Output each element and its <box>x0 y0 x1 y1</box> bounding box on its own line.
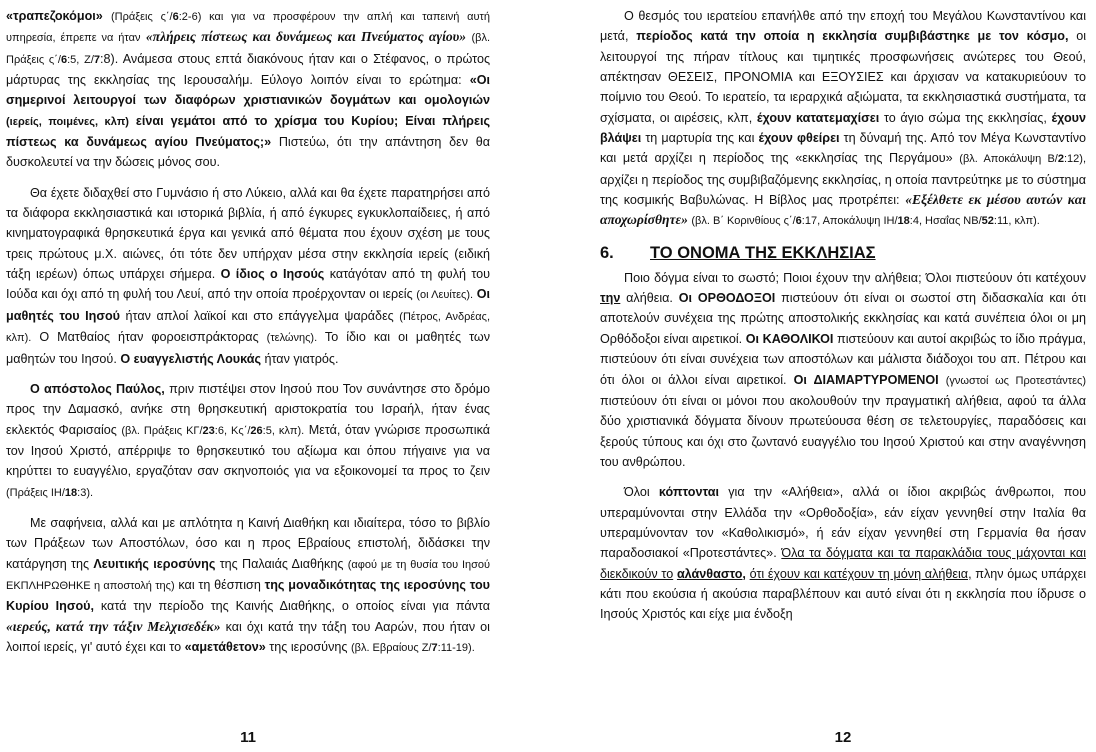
text-run: πιστεύουν ότι είναι οι σωστοί στη διδασκαλία και ότι αποτελούν συνέχεια της πρώτης αποστολικής εκκλησίας και κατά συνέπεια όλοι οι μη Ορθόδοξοι είναι αιρετικοί. <box>600 291 1087 346</box>
text-run: της ιεροσύνης <box>269 639 348 654</box>
reference: :5, Ζ/ <box>67 53 94 66</box>
reference: (Πράξεις ΙΗ/ <box>6 486 65 499</box>
text-run: Ποιο δόγμα είναι το σωστό; Ποιοι έχουν την αλήθεια; Όλοι πιστεύουν ότι κατέχουν <box>624 270 1086 285</box>
reference-chapter: 7 <box>431 641 438 654</box>
term-bold: Οι ΚΑΘΟΛΙΚΟΙ <box>745 331 834 346</box>
reference: (βλ. Β΄ Κορινθίους ς΄/ <box>691 215 796 228</box>
term-bold: Οι ΟΡΘΟΔΟΞΟΙ <box>678 291 776 306</box>
right-page <box>600 0 1086 752</box>
reference: (βλ. Πράξεις ς΄/ <box>6 32 491 66</box>
aside: (Πέτρος, Ανδρέας, κλπ). <box>6 310 491 345</box>
reference-chapter: 26 <box>250 424 263 437</box>
left-paragraph-2 <box>6 183 490 369</box>
text-run: αρχίζει η περίοδος της συμβιβαζόμενης εκκλησίας, η οποία παντρεύτηκε με το σύστημα της κοσμικής Βαβυλώνας. Η Βίβλος μας προτρέπει: <box>600 172 1086 208</box>
text-run: Πιστεύω, ότι την απάντηση δεν θα δυσκολευτεί να την δώσεις μόνος σου. <box>6 135 490 170</box>
text-run: κατά την περίοδο της Καινής Διαθήκης, ο οποίος είναι για πάντα <box>100 599 491 614</box>
text-run: Μετά, όταν γνώρισε προσωπικά τον Ιησού Χριστό, απέρριψε το θρησκευτικό του αξίωμα και όπου πήγαινε για να κηρύττει το ευαγγέλιο, εργαζόταν σαν σκηνοποιός για να εξοικονομεί τα προς το ζειν <box>6 422 491 479</box>
text-run: Θα έχετε διδαχθεί στο Γυμνάσιο ή στο Λύκειο, αλλά και θα έχετε παρατηρήσει από τα διάφορα εκκλησιαστικά και ιστορικά βιβλία, ή από έγκυρες εγκυκλοπαίδειες, ή από κινηματογραφικά θρησκευτικά έργα και γενικά από θέματα που έχουν σχέση με τους τρεις πρώτους μ.Χ. αιώνες, ότι τότε δεν υπήρχαν μέσα στην εκκλησία ιερείς (ειδική τάξη ιερέων) όπως υπάρχει σήμερα. <box>6 185 490 282</box>
reference-chapter: 18 <box>64 486 78 499</box>
reference: :3). <box>77 486 94 499</box>
left-page <box>6 0 490 752</box>
term-bold: Οι μαθητές του Ιησού <box>6 287 490 323</box>
text-run: τη δύναμή της. Από τον Μέγα Κωνσταντίνο και μετά αρχίζει η περίοδος της «εκκλησίας της Περγάμου» <box>600 131 1087 166</box>
term-bold: «τραπεζοκόμοι» <box>6 9 103 23</box>
reference: (βλ. Πράξεις ΚΓ/ <box>121 424 203 437</box>
section-number: 6. <box>600 243 614 262</box>
reference: :12), <box>1064 153 1087 166</box>
term-bold: «αμετάθετον» <box>184 639 266 654</box>
left-paragraph-4 <box>6 513 490 658</box>
text-run: πιστεύουν ότι είναι οι μόνοι που ακολουθούν την πραγματική αλήθεια, αφού τα άλλα δύο χριστιανικά δόγματα δίνουν πρωτεύουσα θέση σε τελετουργίες, παραδόσεις και ξερούς τύπους και όχι στο ζωντανό ευαγγέλιο του Ιησού Χριστού και στην αναγέννηση του ανθρώπου. <box>600 393 1086 469</box>
left-paragraph-1 <box>6 6 490 173</box>
page-number: 12 <box>834 729 852 746</box>
reference: :5, κλπ). <box>262 424 305 437</box>
text-run: κατάγόταν από τη φυλή του Ιούδα και όχι από τη φυλή του Λευί, από την οποία προέρχονταν οι ιερείς <box>6 267 491 302</box>
term-bold: έχουν βλάψει <box>600 110 1087 146</box>
term-bold: Λευιτικής ιεροσύνης <box>93 556 216 571</box>
text-run: ήταν απλοί λαϊκοί και στο επάγγελμα ψαράδες <box>125 308 394 323</box>
emphasis-underlined: την <box>600 291 621 306</box>
term-bold: Ο ευαγγελιστής Λουκάς <box>120 351 261 366</box>
term-bold: κόπτονται <box>658 485 719 500</box>
reference-chapter: 7 <box>93 53 101 66</box>
question-aside: (ιερείς, ποιμένες, κλπ) <box>6 115 129 128</box>
term-bold: Ο ίδιος ο Ιησούς <box>220 267 325 282</box>
left-page-text <box>6 6 490 658</box>
section-heading <box>600 242 1086 264</box>
quote-italic: «πλήρεις πίστεως και δυνάμεως και Πνεύματος αγίου» <box>145 29 467 45</box>
reference-chapter: 2 <box>1057 153 1064 166</box>
text-run: για την «Αλήθεια», αλλά οι ίδιοι ακριβώς άνθρωποι, που υπεραμύνονται στην Ελλάδα την «Ορθοδοξία», εάν είχαν γεννηθεί στην Ιταλία θα υπεραμύνονταν τον «Καθολικισμό», ή εάν είχαν γεννηθεί στη Γερμανία θα ήσαν παραδοσιακοί «Προτεστάντες». <box>600 485 1087 561</box>
reference: (βλ. Εβραίους Ζ/ <box>350 641 432 654</box>
text-run: τη μαρτυρία της και <box>645 131 755 146</box>
aside: (τελώνης). <box>266 332 318 345</box>
reference-chapter: 6 <box>795 215 802 228</box>
section-title: ΤΟ ΟΝΟΜΑ ΤΗΣ ΕΚΚΛΗΣΙΑΣ <box>650 243 876 262</box>
right-paragraph-3 <box>600 482 1086 624</box>
left-paragraph-3 <box>6 379 490 503</box>
text-run: πλην όμως υπάρχει κάτι που εκούσια ή ακούσια παραβλέπουν και αυτό είναι ότι η εκκλησία που ίδρυσε ο Ιησούς Χριστός και είχε μια ένδοξη <box>600 566 1087 622</box>
reference: (Πράξεις ς΄/ <box>111 11 173 23</box>
reference-chapter: 6 <box>60 53 68 66</box>
text-run: :8). Ανάμεσα στους επτά διακόνους ήταν και ο Στέφανος, ο πρώτος μάρτυρας της εκκλησίας της Ιερουσαλήμ. Εύλογο λοιπόν είναι το ερώτημα: <box>6 51 491 88</box>
question-bold: είναι γεμάτοι από το χρίσμα του Κυρίου; Είναι πλήρεις πίστεως κα δυνάμεως αγίου Πνεύματος;» <box>6 113 490 150</box>
term-bold: έχουν κατατεμαχίσει <box>756 110 880 125</box>
quote-italic: «Εξέλθετε εκ μέσου αυτών και αποχωρίσθητε» <box>600 192 1087 228</box>
page-number: 11 <box>240 729 256 746</box>
reference-chapter: 18 <box>897 215 910 228</box>
reference-chapter: 6 <box>172 11 179 23</box>
text-run: πριν πιστέψει στον Ιησού που Τον συνάντησε στο δρόμο προς την Δαμασκό, ανήκε στη θρησκευτική αριστοκρατία του Ισραήλ, ήταν ένας εκλεκτός Φαρισαίος <box>6 381 490 437</box>
text-run: Ο θεσμός του ιερατείου επανήλθε από την εποχή του Μεγάλου Κωνσταντίνου και μετά, <box>600 9 1086 44</box>
aside: (γνωστοί ως Προτεστάντες) <box>945 374 1087 387</box>
reference: :17, Αποκάλυψη ΙΗ/ <box>801 215 898 228</box>
text-run: και τη θέσπιση <box>178 577 261 592</box>
text-run: :2-6) και για να προσφέρουν την απλή και ταπεινή αυτή υπηρεσία, έπρεπε να ήταν <box>6 11 491 45</box>
text-run: της Παλαιάς Διαθήκης <box>219 556 344 571</box>
term-bold: Οι ΔΙΑΜΑΡΤΥΡΟΜΕΝΟΙ <box>793 372 939 387</box>
term-bold: περίοδος κατά την οποία η εκκλησία συμβιβάστηκε με τον κόσμο, <box>636 29 1069 44</box>
text-run: οι λειτουργοί της πήραν τίτλους και τιμητικές προσφωνήσεις ανώτερες του Θεού, απέκτησαν ΘΕΣΕΙΣ, ΠΡΟΝΟΜΙΑ και ΕΞΟΥΣΙΕΣ και άρχισαν να κατακυριεύουν το ποίμνιο του Θεού. Το ιερατείο, τα ιεραρχικά αξιώματα, τα εκκλησιαστικά συστήματα, τα σχίσματα, οι αιρέσεις, κλπ, <box>600 29 1087 125</box>
reference: (βλ. Αποκάλυψη Β/ <box>959 153 1058 166</box>
quote-italic: «ιερεύς, κατά την τάξιν Μελχισεδέκ» <box>6 618 221 634</box>
text-run: ήταν γιατρός. <box>264 351 339 366</box>
reference: :4, Ησαΐας ΝΒ/ <box>909 215 982 228</box>
right-page-text <box>600 6 1086 625</box>
text-underlined: Όλα τα δόγματα και τα παρακλάδια τους μάχονται και διεκδικούν το <box>600 546 1086 581</box>
reference-chapter: 23 <box>202 424 215 437</box>
term-bold: Ο απόστολος Παύλος, <box>30 381 165 396</box>
reference: :11-19). <box>437 641 475 654</box>
text-run: και όχι κατά την τάξη του Ααρών, που ήταν οι λοιποί ιερείς, γι' αυτό έχει και το <box>6 619 490 654</box>
text-underlined: ότι έχουν και κατέχουν τη μόνη αλήθεια, <box>749 566 972 581</box>
aside: (οι Λευίτες). <box>416 289 474 302</box>
text-run: Όλοι <box>624 485 650 500</box>
aside: (αφού με τη θυσία του Ιησού ΕΚΠΛΗΡΩΘΗΚΕ η αποστολή της) <box>6 558 491 592</box>
term-bold: έχουν φθείρει <box>758 131 840 146</box>
question-bold: «Οι σημερινοί λειτουργοί των διαφόρων χριστιανικών δογμάτων και ομολογιών <box>6 73 491 108</box>
text-run: Ο Ματθαίος ήταν φοροεισπράκτορας <box>39 330 259 345</box>
reference: :11, κλπ). <box>993 215 1040 228</box>
term-bold: της μοναδικότητας της ιεροσύνης του Κυρίου Ιησού, <box>6 577 490 614</box>
term-bold-underlined: αλάνθαστο, <box>676 566 746 581</box>
reference-chapter: 52 <box>981 215 994 228</box>
right-paragraph-2 <box>600 268 1086 472</box>
reference: :6, Κς΄/ <box>214 424 251 437</box>
right-paragraph-1 <box>600 6 1086 232</box>
text-run: πιστεύουν και αυτοί ακριβώς το ίδιο πράγμα, πιστεύουν ότι είναι συνέχεια των αποστόλων και μάλιστα διάδοχοι του απ. Πέτρου και ότι όλοι οι άλλοι είναι αιρετικοί. <box>600 331 1087 387</box>
text-run: Με σαφήνεια, αλλά και με απλότητα η Καινή Διαθήκη και ιδιαίτερα, τόσο το βιβλίο των Πράξεων των Αποστόλων, όσο και η προς Εβραίους επιστολή, διδάσκει την κατάργηση της <box>6 515 490 571</box>
text-run: αλήθεια. <box>626 291 673 306</box>
text-run: το άγιο σώμα της εκκλησίας, <box>883 110 1047 125</box>
text-run: Το ίδιο και οι μαθητές των μαθητών του Ιησού. <box>6 330 490 366</box>
